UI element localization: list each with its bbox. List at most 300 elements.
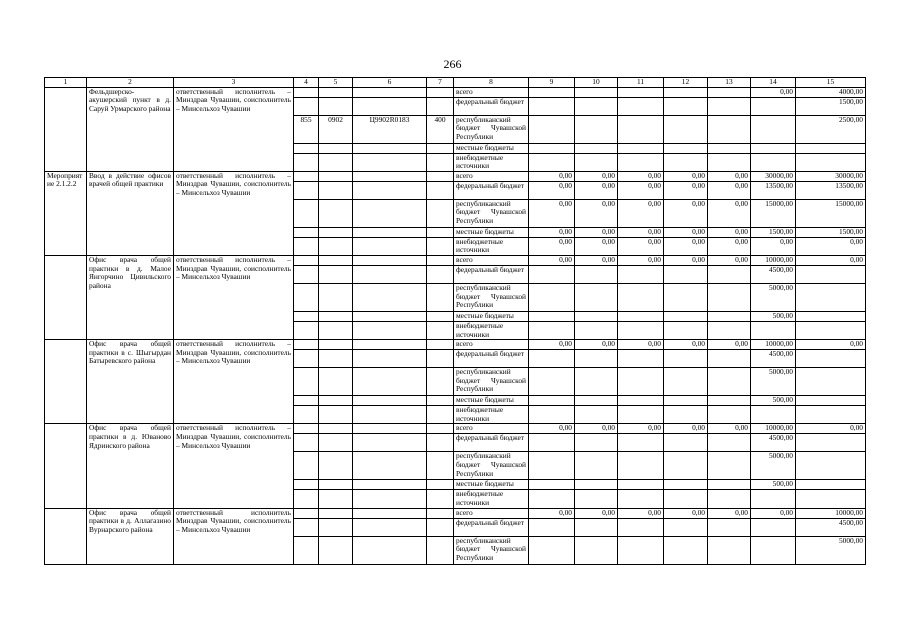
amount-cell: 0,00 (708, 199, 751, 227)
budget-code-c4 (294, 518, 319, 536)
amount-cell: 15000,00 (751, 199, 796, 227)
budget-code-c6 (353, 350, 427, 368)
amount-cell (751, 490, 796, 508)
budget-code-c5 (319, 434, 353, 452)
amount-cell (575, 97, 618, 115)
budget-code-c6 (353, 434, 427, 452)
funding-source: внебюджетные источники (454, 153, 529, 171)
amount-cell (575, 283, 618, 311)
budget-code-c5 (319, 265, 353, 283)
budget-code-c4 (294, 396, 319, 406)
amount-cell: 30000,00 (796, 171, 866, 181)
amount-cell (664, 115, 708, 143)
budget-code-c6 (353, 87, 427, 97)
amount-cell (664, 321, 708, 339)
amount-cell: 0,00 (618, 340, 664, 350)
budget-code-c6 (353, 508, 427, 518)
amount-cell (529, 396, 575, 406)
amount-cell (664, 97, 708, 115)
amount-cell (575, 490, 618, 508)
amount-cell: 10000,00 (751, 255, 796, 265)
amount-cell: 0,00 (529, 181, 575, 199)
amount-cell (664, 396, 708, 406)
budget-code-c4 (294, 237, 319, 255)
amount-cell (664, 311, 708, 321)
amount-cell (529, 153, 575, 171)
amount-cell (664, 283, 708, 311)
amount-cell: 0,00 (575, 237, 618, 255)
column-header: 4 (294, 78, 319, 88)
amount-cell: 5000,00 (751, 452, 796, 480)
budget-code-c6 (353, 480, 427, 490)
budget-code-c7 (427, 518, 454, 536)
funding-source: внебюджетные источники (454, 490, 529, 508)
amount-cell (664, 153, 708, 171)
budget-code-c5 (319, 452, 353, 480)
amount-cell (529, 406, 575, 424)
amount-cell: 0,00 (708, 171, 751, 181)
amount-cell (529, 115, 575, 143)
amount-cell: 0,00 (751, 508, 796, 518)
amount-cell (529, 536, 575, 564)
budget-code-c7 (427, 536, 454, 564)
budget-code-c6 (353, 452, 427, 480)
budget-code-c7 (427, 265, 454, 283)
amount-cell: 30000,00 (751, 171, 796, 181)
amount-cell (708, 368, 751, 396)
amount-cell: 1500,00 (796, 227, 866, 237)
budget-code-c5 (319, 396, 353, 406)
funding-source: республиканский бюджет Чувашской Республики (454, 536, 529, 564)
budget-code-c7 (427, 350, 454, 368)
amount-cell: 5000,00 (751, 283, 796, 311)
funding-source: всего (454, 171, 529, 181)
amount-cell (664, 406, 708, 424)
amount-cell: 4500,00 (751, 265, 796, 283)
funding-source: местные бюджеты (454, 227, 529, 237)
column-header: 15 (796, 78, 866, 88)
amount-cell (575, 518, 618, 536)
funding-source: всего (454, 424, 529, 434)
amount-cell (529, 87, 575, 97)
amount-cell: 4000,00 (796, 87, 866, 97)
amount-cell: 1500,00 (751, 227, 796, 237)
funding-source: всего (454, 340, 529, 350)
budget-code-c6 (353, 199, 427, 227)
budget-code-c4 (294, 255, 319, 265)
budget-code-c5 (319, 153, 353, 171)
amount-cell (708, 396, 751, 406)
amount-cell (796, 283, 866, 311)
column-header: 6 (353, 78, 427, 88)
budget-code-c7 (427, 227, 454, 237)
funding-source: всего (454, 508, 529, 518)
amount-cell: 0,00 (575, 171, 618, 181)
amount-cell: 0,00 (529, 255, 575, 265)
amount-cell (796, 368, 866, 396)
amount-cell: 0,00 (529, 171, 575, 181)
amount-cell (618, 115, 664, 143)
budget-code-c5 (319, 171, 353, 181)
budget-code-c4 (294, 406, 319, 424)
amount-cell (751, 115, 796, 143)
budget-code-c4 (294, 97, 319, 115)
event-label (45, 508, 87, 564)
funding-source: республиканский бюджет Чувашской Республики (454, 115, 529, 143)
budget-code-c6 (353, 490, 427, 508)
budget-code-c5 (319, 340, 353, 350)
budget-code-c7: 400 (427, 115, 454, 143)
table-row (45, 508, 866, 518)
budget-code-c5 (319, 480, 353, 490)
amount-cell (708, 452, 751, 480)
amount-cell: 0,00 (708, 227, 751, 237)
object-name: Офис врача общей практики в с. Шыгырдан Батыревского района (87, 340, 174, 424)
amount-cell: 0,00 (618, 171, 664, 181)
budget-code-c6 (353, 153, 427, 171)
budget-code-c4 (294, 321, 319, 339)
budget-code-c6 (353, 518, 427, 536)
amount-cell (796, 321, 866, 339)
amount-cell (618, 452, 664, 480)
amount-cell (618, 153, 664, 171)
amount-cell: 0,00 (529, 508, 575, 518)
amount-cell (664, 350, 708, 368)
amount-cell (529, 452, 575, 480)
executor: ответственный исполнитель – Минздрав Чувашии, соисполнитель – Минсельхоз Чувашии (174, 87, 294, 171)
budget-code-c7 (427, 97, 454, 115)
amount-cell (708, 283, 751, 311)
amount-cell (529, 321, 575, 339)
column-header: 5 (319, 78, 353, 88)
budget-code-c7 (427, 490, 454, 508)
amount-cell (575, 536, 618, 564)
amount-cell (708, 536, 751, 564)
amount-cell (708, 321, 751, 339)
amount-cell (664, 536, 708, 564)
funding-source: федеральный бюджет (454, 434, 529, 452)
budget-code-c6 (353, 321, 427, 339)
amount-cell (618, 143, 664, 153)
budget-code-c5 (319, 311, 353, 321)
funding-source: республиканский бюджет Чувашской Республики (454, 452, 529, 480)
budget-code-c4 (294, 265, 319, 283)
amount-cell (708, 518, 751, 536)
budget-code-c5 (319, 255, 353, 265)
amount-cell: 10000,00 (796, 508, 866, 518)
budget-code-c6 (353, 283, 427, 311)
amount-cell (664, 143, 708, 153)
amount-cell: 0,00 (618, 227, 664, 237)
budget-code-c6 (353, 311, 427, 321)
amount-cell (796, 490, 866, 508)
amount-cell (664, 265, 708, 283)
funding-source: всего (454, 87, 529, 97)
amount-cell (529, 143, 575, 153)
amount-cell (618, 350, 664, 368)
budget-code-c6 (353, 340, 427, 350)
amount-cell (751, 97, 796, 115)
budget-code-c5 (319, 181, 353, 199)
amount-cell (529, 97, 575, 115)
amount-cell: 2500,00 (796, 115, 866, 143)
object-name: Офис врача общей практики в д. Юваново Ядринского района (87, 424, 174, 508)
budget-code-c6 (353, 368, 427, 396)
amount-cell (618, 321, 664, 339)
amount-cell: 0,00 (664, 508, 708, 518)
amount-cell (575, 115, 618, 143)
budget-code-c4 (294, 143, 319, 153)
amount-cell (708, 406, 751, 424)
budget-code-c6: Ц9902R0183 (353, 115, 427, 143)
amount-cell (529, 350, 575, 368)
amount-cell: 5000,00 (751, 368, 796, 396)
amount-cell: 0,00 (708, 424, 751, 434)
amount-cell: 0,00 (575, 199, 618, 227)
amount-cell: 0,00 (529, 199, 575, 227)
budget-code-c4 (294, 508, 319, 518)
amount-cell: 0,00 (708, 181, 751, 199)
amount-cell: 500,00 (751, 396, 796, 406)
budget-code-c5 (319, 321, 353, 339)
amount-cell (575, 143, 618, 153)
amount-cell: 0,00 (575, 424, 618, 434)
amount-cell (751, 153, 796, 171)
budget-code-c7 (427, 237, 454, 255)
table-row (45, 340, 866, 350)
amount-cell (796, 311, 866, 321)
amount-cell (796, 434, 866, 452)
budget-code-c6 (353, 265, 427, 283)
funding-source: местные бюджеты (454, 480, 529, 490)
table-row (45, 255, 866, 265)
amount-cell (664, 368, 708, 396)
amount-cell (575, 321, 618, 339)
budget-code-c5 (319, 227, 353, 237)
amount-cell: 0,00 (529, 424, 575, 434)
amount-cell: 0,00 (664, 171, 708, 181)
budget-code-c7 (427, 171, 454, 181)
budget-code-c7 (427, 321, 454, 339)
budget-code-c7 (427, 406, 454, 424)
amount-cell (796, 406, 866, 424)
funding-source: внебюджетные источники (454, 406, 529, 424)
budget-code-c6 (353, 536, 427, 564)
amount-cell (575, 406, 618, 424)
amount-cell: 0,00 (618, 255, 664, 265)
amount-cell: 0,00 (529, 237, 575, 255)
budget-code-c4: 855 (294, 115, 319, 143)
amount-cell (618, 97, 664, 115)
budget-code-c7 (427, 181, 454, 199)
amount-cell: 4500,00 (751, 350, 796, 368)
budget-code-c4 (294, 199, 319, 227)
amount-cell (618, 265, 664, 283)
budget-code-c6 (353, 227, 427, 237)
budget-code-c5 (319, 143, 353, 153)
column-header: 11 (618, 78, 664, 88)
amount-cell: 0,00 (751, 237, 796, 255)
column-header: 1 (45, 78, 87, 88)
object-name: Ввод в действие офисов врачей общей практики (87, 171, 174, 255)
column-header: 7 (427, 78, 454, 88)
column-header: 13 (708, 78, 751, 88)
column-number-row (45, 78, 866, 88)
amount-cell: 10000,00 (751, 424, 796, 434)
amount-cell (575, 153, 618, 171)
amount-cell (575, 87, 618, 97)
event-label (45, 424, 87, 508)
amount-cell: 0,00 (664, 199, 708, 227)
amount-cell: 0,00 (796, 424, 866, 434)
funding-source: местные бюджеты (454, 311, 529, 321)
column-header: 2 (87, 78, 174, 88)
budget-code-c5 (319, 283, 353, 311)
budget-code-c7 (427, 143, 454, 153)
event-label (45, 87, 87, 171)
budget-code-c5 (319, 508, 353, 518)
budget-code-c5 (319, 518, 353, 536)
amount-cell: 0,00 (618, 424, 664, 434)
amount-cell (664, 480, 708, 490)
amount-cell: 0,00 (664, 181, 708, 199)
budget-code-c7 (427, 368, 454, 396)
budget-code-c4 (294, 87, 319, 97)
amount-cell: 4500,00 (751, 434, 796, 452)
amount-cell (796, 480, 866, 490)
budget-code-c7 (427, 199, 454, 227)
amount-cell: 0,00 (618, 181, 664, 199)
budget-code-c7 (427, 153, 454, 171)
budget-code-c4 (294, 283, 319, 311)
budget-code-c7 (427, 255, 454, 265)
budget-code-c4 (294, 452, 319, 480)
budget-code-c4 (294, 434, 319, 452)
column-header: 3 (174, 78, 294, 88)
amount-cell (708, 115, 751, 143)
amount-cell: 0,00 (664, 255, 708, 265)
amount-cell: 0,00 (575, 508, 618, 518)
budget-code-c4 (294, 340, 319, 350)
budget-code-c4 (294, 536, 319, 564)
budget-code-c6 (353, 396, 427, 406)
funding-source: внебюджетные источники (454, 237, 529, 255)
amount-cell: 500,00 (751, 480, 796, 490)
amount-cell (708, 490, 751, 508)
amount-cell (529, 368, 575, 396)
amount-cell: 0,00 (529, 227, 575, 237)
amount-cell (796, 265, 866, 283)
amount-cell (664, 490, 708, 508)
budget-code-c6 (353, 171, 427, 181)
amount-cell: 0,00 (664, 340, 708, 350)
amount-cell (575, 480, 618, 490)
budget-code-c6 (353, 255, 427, 265)
funding-source: федеральный бюджет (454, 265, 529, 283)
column-header: 14 (751, 78, 796, 88)
budget-code-c6 (353, 181, 427, 199)
budget-code-c7 (427, 452, 454, 480)
amount-cell (618, 406, 664, 424)
amount-cell (708, 143, 751, 153)
object-name: Фельдшерско-акушерский пункт в д. Саруй Урмарского района (87, 87, 174, 171)
amount-cell: 0,00 (664, 237, 708, 255)
amount-cell (575, 452, 618, 480)
column-header: 10 (575, 78, 618, 88)
amount-cell (618, 87, 664, 97)
budget-code-c7 (427, 434, 454, 452)
amount-cell (751, 518, 796, 536)
amount-cell: 0,00 (664, 227, 708, 237)
budget-code-c5: 0902 (319, 115, 353, 143)
amount-cell (664, 434, 708, 452)
executor: ответственный исполнитель – Минздрав Чувашии, соисполнитель – Минсельхоз Чувашии (174, 340, 294, 424)
amount-cell: 0,00 (708, 255, 751, 265)
amount-cell (708, 350, 751, 368)
budget-code-c6 (353, 406, 427, 424)
budget-code-c4 (294, 181, 319, 199)
budget-code-c7 (427, 508, 454, 518)
amount-cell: 0,00 (751, 87, 796, 97)
amount-cell: 0,00 (618, 508, 664, 518)
budget-code-c6 (353, 424, 427, 434)
amount-cell (575, 368, 618, 396)
budget-code-c7 (427, 340, 454, 350)
amount-cell (618, 434, 664, 452)
amount-cell (708, 434, 751, 452)
budget-code-c5 (319, 237, 353, 255)
budget-code-c5 (319, 536, 353, 564)
amount-cell (751, 536, 796, 564)
amount-cell: 0,00 (796, 237, 866, 255)
amount-cell (664, 518, 708, 536)
budget-code-c4 (294, 424, 319, 434)
budget-code-c7 (427, 283, 454, 311)
amount-cell: 0,00 (618, 237, 664, 255)
object-name: Офис врача общей практики в д. Аллагазино Вурнарского района (87, 508, 174, 564)
amount-cell: 10000,00 (751, 340, 796, 350)
amount-cell: 0,00 (796, 340, 866, 350)
budget-code-c5 (319, 199, 353, 227)
amount-cell (618, 480, 664, 490)
budget-code-c5 (319, 368, 353, 396)
amount-cell (529, 434, 575, 452)
funding-source: внебюджетные источники (454, 321, 529, 339)
column-header: 12 (664, 78, 708, 88)
amount-cell (796, 350, 866, 368)
amount-cell: 0,00 (664, 424, 708, 434)
amount-cell (708, 311, 751, 321)
amount-cell (618, 368, 664, 396)
amount-cell (796, 396, 866, 406)
amount-cell (575, 434, 618, 452)
budget-code-c7 (427, 424, 454, 434)
amount-cell (575, 265, 618, 283)
amount-cell (529, 265, 575, 283)
table-body (45, 78, 866, 565)
amount-cell (664, 452, 708, 480)
budget-code-c5 (319, 406, 353, 424)
budget-code-c5 (319, 87, 353, 97)
amount-cell (708, 153, 751, 171)
amount-cell: 13500,00 (796, 181, 866, 199)
table-row (45, 87, 866, 97)
funding-source: республиканский бюджет Чувашской Республики (454, 199, 529, 227)
budget-code-c4 (294, 227, 319, 237)
column-header: 8 (454, 78, 529, 88)
amount-cell: 0,00 (575, 255, 618, 265)
budget-code-c6 (353, 143, 427, 153)
